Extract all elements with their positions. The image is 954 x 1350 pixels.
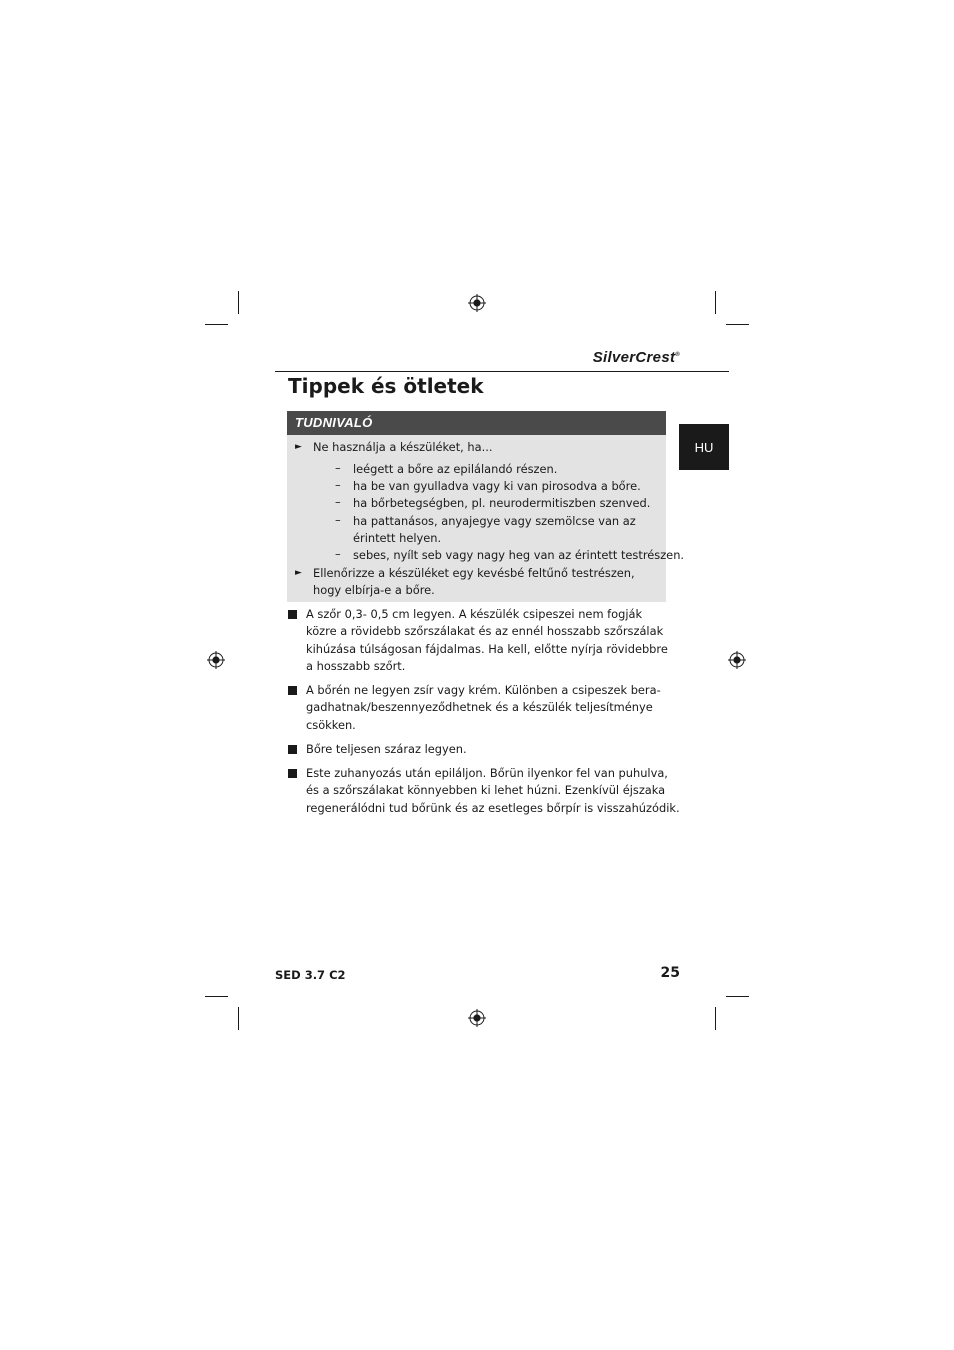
- bullet-text: A bőrén ne legyen zsír vagy krém. Különben a csipeszek bera-: [306, 683, 661, 697]
- square-bullet-icon: [288, 686, 297, 695]
- bullet-text: Este zuhanyozás után epiláljon. Bőrün ilyenkor fel van puhulva,: [306, 766, 668, 780]
- page-title: Tippek és ötletek: [288, 374, 484, 398]
- dash-icon: –: [335, 461, 341, 475]
- registration-mark-icon: [468, 1009, 486, 1027]
- note-heading: TUDNIVALÓ: [295, 415, 373, 430]
- dash-icon: –: [335, 513, 341, 527]
- bullet-text: kihúzása túlságosan fájdalmas. Ha kell, előtte nyírja rövidebbre: [306, 642, 668, 656]
- dash-icon: –: [335, 478, 341, 492]
- bullet-text: regenerálódni tud bőrünk és az esetleges bőrpír is visszahúzódik.: [306, 801, 680, 815]
- note-subitem: leégett a bőre az epilálandó részen.: [353, 462, 558, 476]
- crop-mark: [715, 1007, 716, 1030]
- header-rule: [275, 371, 729, 372]
- crop-mark: [715, 291, 716, 314]
- bullet-text: és a szőrszálakat könnyebben ki lehet húzni. Ezenkívül éjszaka: [306, 783, 666, 797]
- registration-mark-icon: [468, 294, 486, 312]
- note-item: Ellenőrizze a készüléket egy kevésbé feltűnő testrészen,: [313, 566, 635, 580]
- bullet-text: a hosszabb szőrt.: [306, 659, 406, 673]
- dash-icon: –: [335, 495, 341, 509]
- bullet-text: gadhatnak/beszennyeződhetnek és a készülék teljesítménye: [306, 700, 653, 714]
- square-bullet-icon: [288, 610, 297, 619]
- note-subitem: ha pattanásos, anyajegye vagy szemölcse van az: [353, 514, 636, 528]
- page-number: 25: [660, 965, 680, 981]
- note-item: Ne használja a készüléket, ha...: [313, 440, 493, 454]
- bullet-text: közre a rövidebb szőrszálakat és az ennél hosszabb szőrszálak: [306, 624, 664, 638]
- bullet-text: csökken.: [306, 718, 356, 732]
- note-subitem: ha bőrbetegségben, pl. neurodermitiszben szenved.: [353, 496, 651, 510]
- model-number: SED 3.7 C2: [275, 968, 346, 982]
- dash-icon: –: [335, 547, 341, 561]
- bullet-text: A szőr 0,3- 0,5 cm legyen. A készülék csipeszei nem fogják: [306, 607, 643, 621]
- note-heading-bar: [287, 411, 666, 435]
- crop-mark: [726, 324, 749, 325]
- crop-mark: [205, 996, 228, 997]
- registration-mark-icon: [207, 651, 225, 669]
- brand-logo: SilverCrest®: [592, 349, 680, 366]
- square-bullet-icon: [288, 769, 297, 778]
- crop-mark: [238, 1007, 239, 1030]
- crop-mark: [238, 291, 239, 314]
- bullet-text: Bőre teljesen száraz legyen.: [306, 742, 467, 756]
- arrow-right-icon: ►: [295, 442, 302, 452]
- note-item: hogy elbírja-e a bőre.: [313, 583, 435, 597]
- arrow-right-icon: ►: [295, 568, 302, 578]
- crop-mark: [726, 996, 749, 997]
- note-subitem: sebes, nyílt seb vagy nagy heg van az érintett testrészen.: [353, 548, 685, 562]
- language-tab: HU: [679, 424, 729, 470]
- note-subitem: érintett helyen.: [353, 531, 442, 545]
- registration-mark-icon: [728, 651, 746, 669]
- note-subitem: ha be van gyulladva vagy ki van pirosodva a bőre.: [353, 479, 641, 493]
- crop-mark: [205, 324, 228, 325]
- square-bullet-icon: [288, 745, 297, 754]
